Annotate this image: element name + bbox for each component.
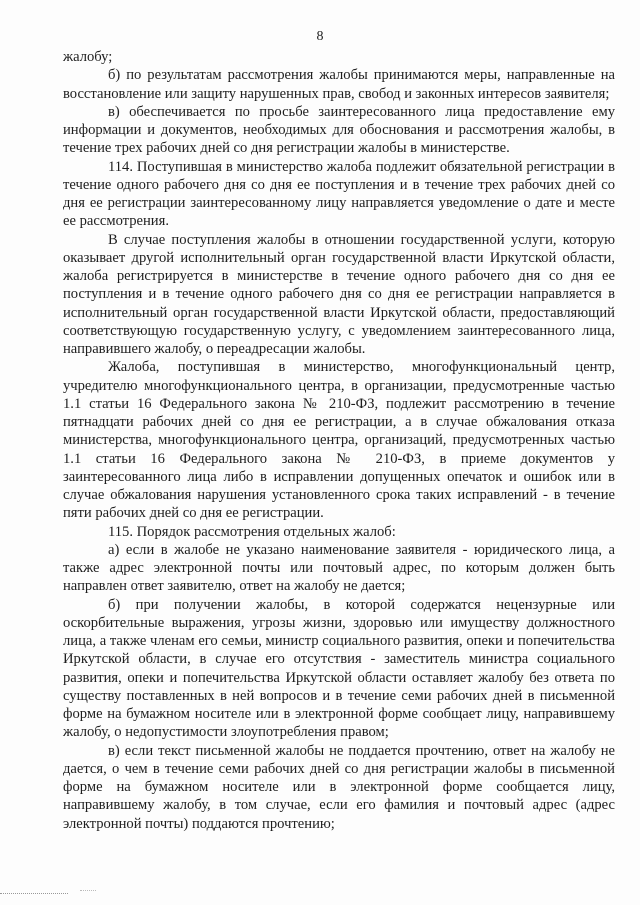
paragraph-item-v: в) обеспечивается по просьбе заинтересованного лица предоставление ему информации и документов, необходимых для обоснования и рассмотрения жалобы, в течение трех рабочих дней со дня регистрации жалобы в министерстве. <box>63 103 615 157</box>
document-body <box>63 48 615 833</box>
paragraph-item-b: б) по результатам рассмотрения жалобы принимаются меры, направленные на восстановление или защиту нарушенных прав, свобод и законных интересов заявителя; <box>63 67 615 102</box>
paragraph-115-b: б) при получении жалобы, в которой содержатся нецензурные или оскорбительные выражения, угрозы жизни, здоровью или имуществу должностного лица, а также членам его семьи, министр социального развития, опеки и попечительства Иркутской области, в случае его отсутствия - заместитель министра социального развития, опеки и попечительства Иркутской области оставляет жалобу без ответа по существу поставленных в ней вопросов и в течение семи рабочих дней в письменной форме на бумажном носителе или в электронной форме сообщает лицу, направившему жалобу, о недопустимости злоупотребления правом; <box>63 596 615 741</box>
paragraph-continuation: жалобу; <box>63 49 113 65</box>
page-number: 8 <box>316 29 324 44</box>
paragraph-redirect: В случае поступления жалобы в отношении государственной услуги, которую оказывает другой исполнительный орган государственной власти Иркутской области, жалоба регистрируется в министерстве в течение одного рабочего дня со дня ее поступления и в течение одного рабочего дня со дня ее регистрации направляется в исполнительный орган государственной власти Иркутской области, предоставляющий соответствующую государственную услугу, с уведомлением заинтересованного лица, направившего жалобу, о переадресации жалобы. <box>63 231 615 357</box>
paragraph-115-v: в) если текст письменной жалобы не поддается прочтению, ответ на жалобу не дается, о чем в течение семи рабочих дней со дня регистрации жалобы в письменной форме на бумажном носителе или в электронной форме сообщается лицу, направившему жалобу, в том случае, если его фамилия и почтовый адрес (адрес электронной почты) поддаются прочтению; <box>63 742 615 832</box>
paragraph-114: 114. Поступившая в министерство жалоба подлежит обязательной регистрации в течение одного рабочего дня со дня ее поступления и в течение трех рабочих дней со дня ее регистрации заинтересованному лицу направляется уведомление о дате и месте ее рассмотрения. <box>63 158 615 230</box>
footer-mark <box>80 890 96 891</box>
paragraph-115-a: а) если в жалобе не указано наименование заявителя - юридического лица, а также адрес электронной почты или почтовый адрес, по которым должен быть направлен ответ заявителю, ответ на жалобу не дается; <box>63 541 615 595</box>
footer-rule <box>0 893 68 894</box>
paragraph-115-heading: 115. Порядок рассмотрения отдельных жалоб: <box>108 523 396 540</box>
paragraph-review-terms: Жалоба, поступившая в министерство, многофункциональный центр, учредителю многофункционального центра, в организации, предусмотренные частью 1.1 статьи 16 Федерального закона № 210-ФЗ, подлежит рассмотрению в течение пятнадцати рабочих дней со дня ее регистрации, а в случае обжалования отказа министерства, многофункционального центра, организаций, предусмотренных частью 1.1 статьи 16 Федерального закона № 210-ФЗ, в приеме документов у заинтересованного лица либо в исправлении допущенных опечаток и ошибок или в случае обжалования нарушения установленного срока таких исправлений - в течение пяти рабочих дней со дня ее регистрации. <box>63 359 615 522</box>
